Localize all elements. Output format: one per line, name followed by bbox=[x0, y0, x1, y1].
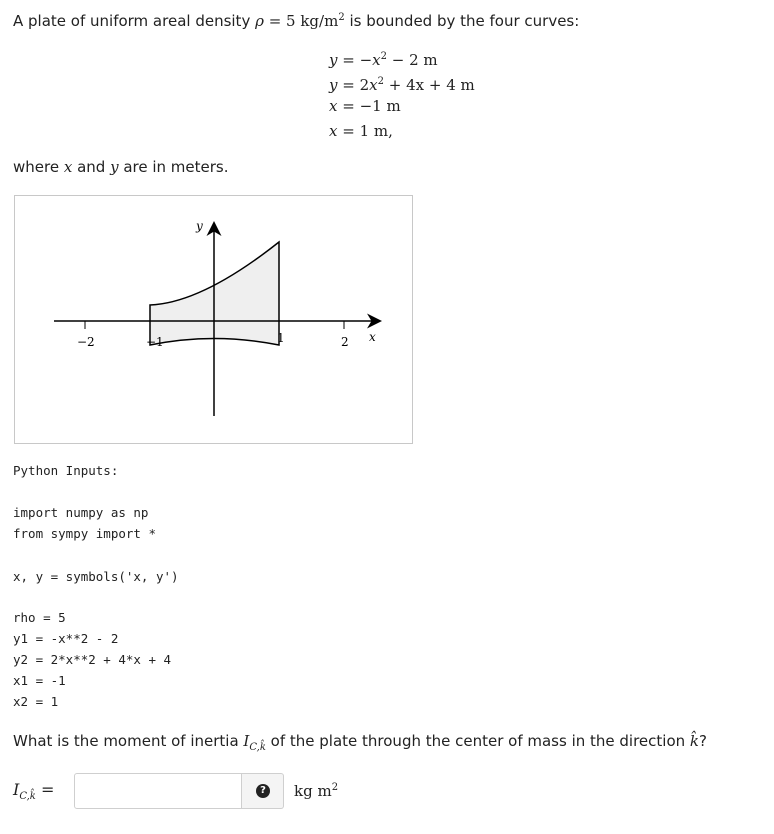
x-tick-label: −1 bbox=[146, 335, 164, 349]
code-line: x2 = 1 bbox=[13, 694, 59, 709]
plate-diagram bbox=[15, 196, 414, 445]
x-tick-label: −2 bbox=[77, 335, 95, 349]
question-mark-icon[interactable]: ? bbox=[256, 784, 270, 798]
code-line: import numpy as np bbox=[13, 505, 149, 520]
problem-intro: A plate of uniform areal density ρ = 5 $kg/m^2$ is bounded by the four curves: bbox=[13, 12, 580, 30]
boundary-equations bbox=[329, 44, 475, 144]
x-tick-label: 1 bbox=[277, 331, 285, 345]
help-button[interactable] bbox=[242, 773, 284, 809]
inertia-symbol: I bbox=[243, 732, 250, 750]
equation-4: x = 1 m, bbox=[329, 122, 393, 140]
answer-unit: kg $m^2$ bbox=[294, 782, 339, 800]
equation-2: $y = 2x^2 + 4x + 4$ m bbox=[329, 76, 475, 94]
plate-figure bbox=[14, 195, 413, 444]
x-axis-label: x bbox=[369, 330, 376, 344]
code-line: x1 = -1 bbox=[13, 673, 66, 688]
y-axis-label: y bbox=[196, 219, 203, 233]
rho-symbol: ρ bbox=[255, 12, 264, 30]
answer-label: $I_{C,k̂}$ = bbox=[13, 780, 55, 803]
code-line: rho = 5 bbox=[13, 610, 66, 625]
answer-input[interactable] bbox=[74, 773, 242, 809]
equation-3: x = −1 m bbox=[329, 97, 401, 115]
code-line: y2 = 2*x**2 + 4*x + 4 bbox=[13, 652, 172, 667]
code-line: x, y = symbols('x, y') bbox=[13, 569, 179, 584]
units-note: where x and y are in meters. bbox=[13, 158, 229, 176]
code-line: y1 = -x**2 - 2 bbox=[13, 631, 119, 646]
python-inputs-heading: Python Inputs: bbox=[13, 463, 119, 478]
question-text: What is the moment of inertia $I_{C,k̂}$ of the plate through the center of mass in the direction k̂? bbox=[13, 732, 707, 753]
x-tick-label: 2 bbox=[341, 335, 349, 349]
direction-symbol: k̂ bbox=[689, 732, 699, 750]
equation-1: $y = -x^2 - 2$ m bbox=[329, 51, 438, 69]
code-line: from sympy import * bbox=[13, 526, 156, 541]
